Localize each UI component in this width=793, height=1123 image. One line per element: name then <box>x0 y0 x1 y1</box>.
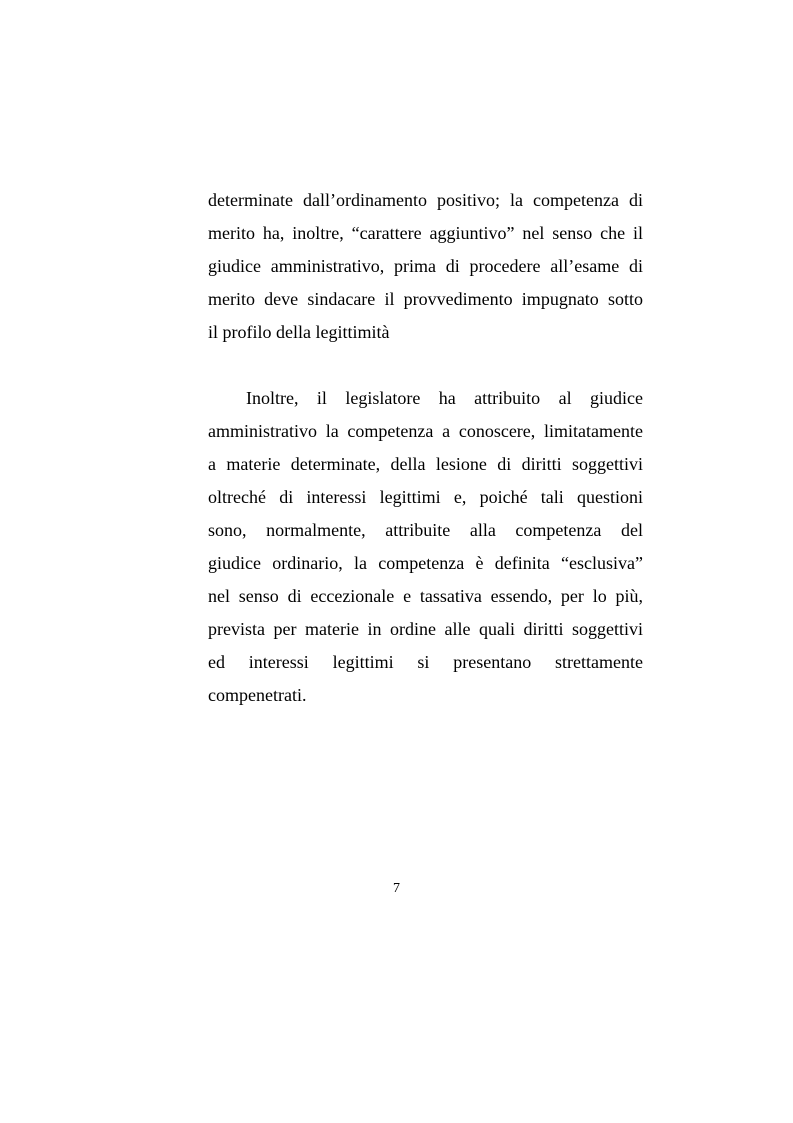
paragraph-line: giudice ordinario, la competenza è definita “esclusiva” <box>208 553 643 573</box>
paragraph-2 <box>208 382 643 712</box>
paragraph-line: ed interessi legittimi si presentano strettamente <box>208 652 643 672</box>
paragraph-line: giudice amministrativo, prima di procedere all’esame di <box>208 256 643 276</box>
paragraph-line: merito deve sindacare il provvedimento impugnato sotto <box>208 289 643 309</box>
paragraph-line: merito ha, inoltre, “carattere aggiuntivo” nel senso che il <box>208 223 643 243</box>
paragraph-line: compenetrati. <box>208 685 307 705</box>
paragraph-line: oltreché di interessi legittimi e, poiché tali questioni <box>208 487 643 507</box>
paragraph-line: a materie determinate, della lesione di diritti soggettivi <box>208 454 643 474</box>
page-number: 7 <box>393 881 400 896</box>
paragraph-line: determinate dall’ordinamento positivo; la competenza di <box>208 190 643 210</box>
paragraph-line: sono, normalmente, attribuite alla competenza del <box>208 520 643 540</box>
paragraph-line: il profilo della legittimità <box>208 322 390 342</box>
paragraph-line: amministrativo la competenza a conoscere, limitatamente <box>208 421 643 441</box>
paragraph-line: Inoltre, il legislatore ha attribuito al giudice <box>246 388 643 408</box>
paragraph-1 <box>208 184 643 349</box>
paragraph-line: nel senso di eccezionale e tassativa essendo, per lo più, <box>208 586 643 606</box>
paragraph-line: prevista per materie in ordine alle quali diritti soggettivi <box>208 619 643 639</box>
